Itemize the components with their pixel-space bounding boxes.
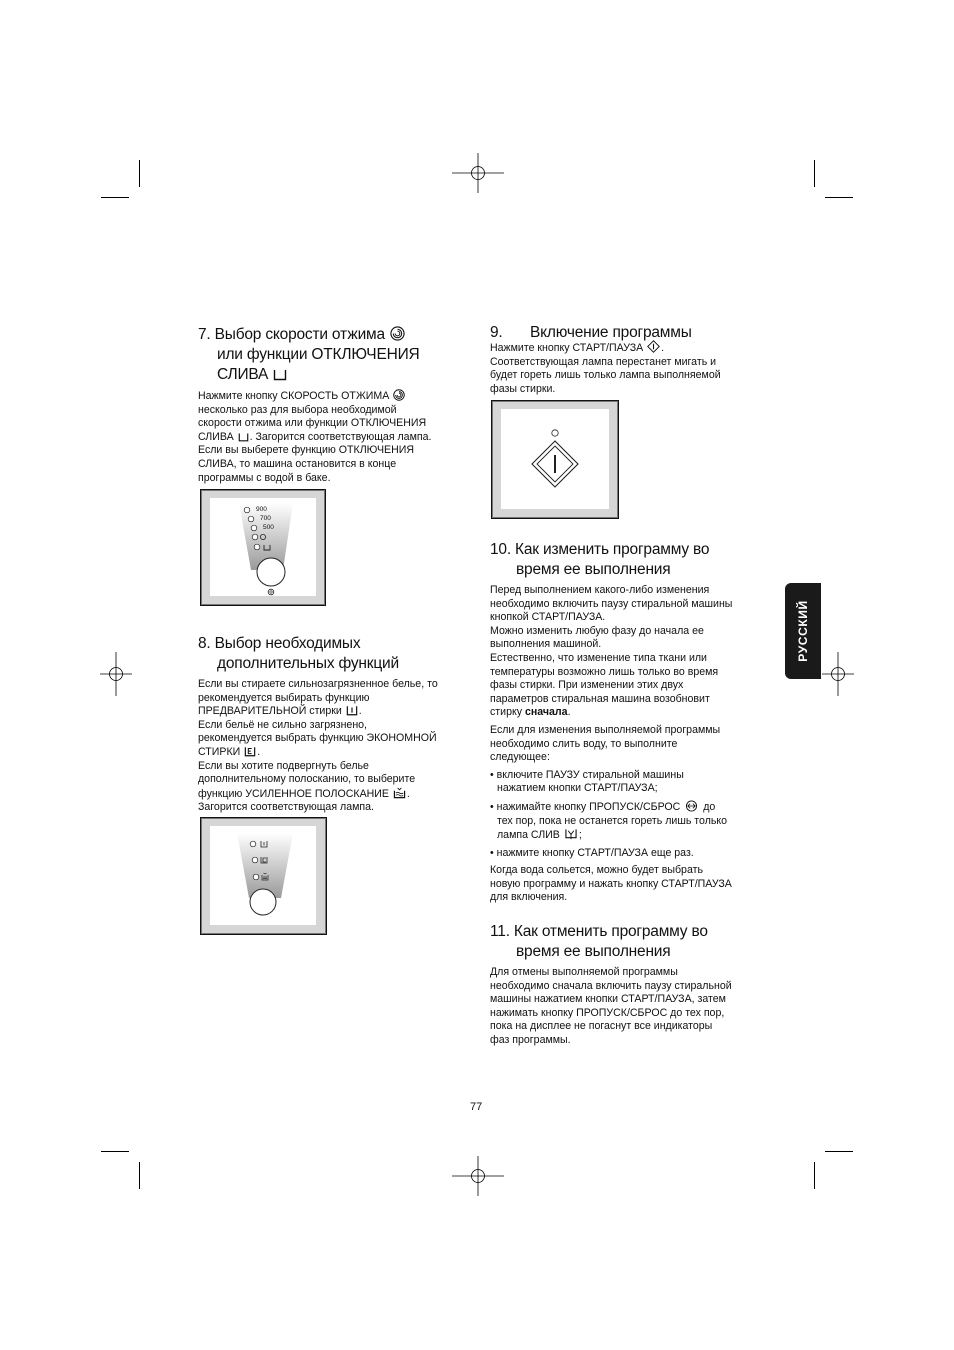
start-pause-illustration: [491, 400, 619, 519]
spin-selector-illustration: [200, 489, 326, 606]
section-10-heading: 10. Как изменить программу во время ее выполнения: [490, 541, 710, 578]
spin-icon: [390, 326, 405, 341]
language-tab: РУССКИЙ: [785, 583, 821, 679]
spin-icon: [393, 389, 405, 401]
options-selector-illustration: [200, 817, 327, 935]
spin-speed-500: 500: [263, 524, 274, 531]
section-8-text: Если вы стираете сильнозагрязненное белье, то рекомендуется выбирать функцию ПРЕДВАРИТЕЛЬНОЙ стирки . Если бельё не сильно загрязнено, рекомендуется выбрать функцию ЭКОНОМНОЙ СТИРКИ . Если вы хотите подвергнуть белье дополнительному полосканию, то выберите функцию УСИЛЕННОЕ ПОЛОСКАНИЕ . Загорится соответствующая лампа.: [198, 678, 438, 814]
skip-reset-icon: [684, 800, 699, 812]
spin-speed-900: 900: [256, 506, 267, 513]
start-pause-icon: [647, 340, 660, 353]
eco-wash-icon: [244, 746, 256, 757]
no-drain-icon: [273, 368, 287, 381]
spin-speed-700: 700: [260, 515, 271, 522]
no-drain-icon: [238, 432, 249, 442]
section-7-heading: 7. Выбор скорости отжима или функции ОТКЛЮЧЕНИЯ СЛИВА: [198, 326, 420, 383]
section-11-text: Для отмены выполняемой программы необходимо сначала включить паузу стиральной машины нажатием кнопки СТАРТ/ПАУЗА, затем нажимать кнопку ПРОПУСК/СБРОС до тех пор, пока на дисплее не погаснут все индикаторы фаз программы.: [490, 966, 732, 1046]
registration-mark-bottom: [452, 1156, 504, 1196]
section-9-heading: 9. Включение программы: [490, 324, 692, 341]
registration-mark-right: [822, 652, 854, 696]
registration-mark-top: [452, 153, 504, 197]
section-8-heading: 8. Выбор необходимых дополнительных функций: [198, 635, 399, 672]
section-11-heading: 11. Как отменить программу во время ее выполнения: [490, 923, 708, 960]
section-9-text: Нажмите кнопку СТАРТ/ПАУЗА . Соответствующая лампа перестанет мигать и будет гореть лишь только лампа выполняемой фазы стирки.: [490, 342, 721, 395]
page-number: 77: [470, 1101, 483, 1113]
drain-icon: [564, 828, 578, 840]
extra-rinse-icon: [393, 787, 406, 799]
section-10-text: Перед выполнением какого-либо изменения необходимо включить паузу стиральной машины кнопкой СТАРТ/ПАУЗА. Можно изменить любую фазу до начала ее выполнения машиной. Естественно, что изменение типа ткани или температуры возможно лишь только во время фазы стирки. При изменении этих двух параметров стиральная машина возобновит стирку сначала. Если для изменения выполняемой программы необходимо слить воду, то выполните следующее: • включите ПАУЗУ стиральной машины нажатием кнопки СТАРТ/ПАУЗА; • нажимайте кнопку ПРОПУСК/СБРОС до тех пор, пока не останется гореть лишь только лампа СЛИВ ; • нажмите кнопку СТАРТ/ПАУЗА еще раз. Когда вода сольется, можно будет выбрать новую программу и нажать кнопку СТАРТ/ПАУЗА для включения.: [490, 584, 733, 904]
prewash-icon: [346, 705, 358, 716]
section-7-text: Нажмите кнопку СКОРОСТЬ ОТЖИМА несколько раз для выбора необходимой скорости отжима или функции ОТКЛЮЧЕНИЯ СЛИВА . Загорится соответствующая лампа. Если вы выберете функцию ОТКЛЮЧЕНИЯ СЛИВА, то машина остановится в конце программы с водой в баке.: [198, 390, 432, 484]
registration-mark-left: [100, 652, 132, 696]
